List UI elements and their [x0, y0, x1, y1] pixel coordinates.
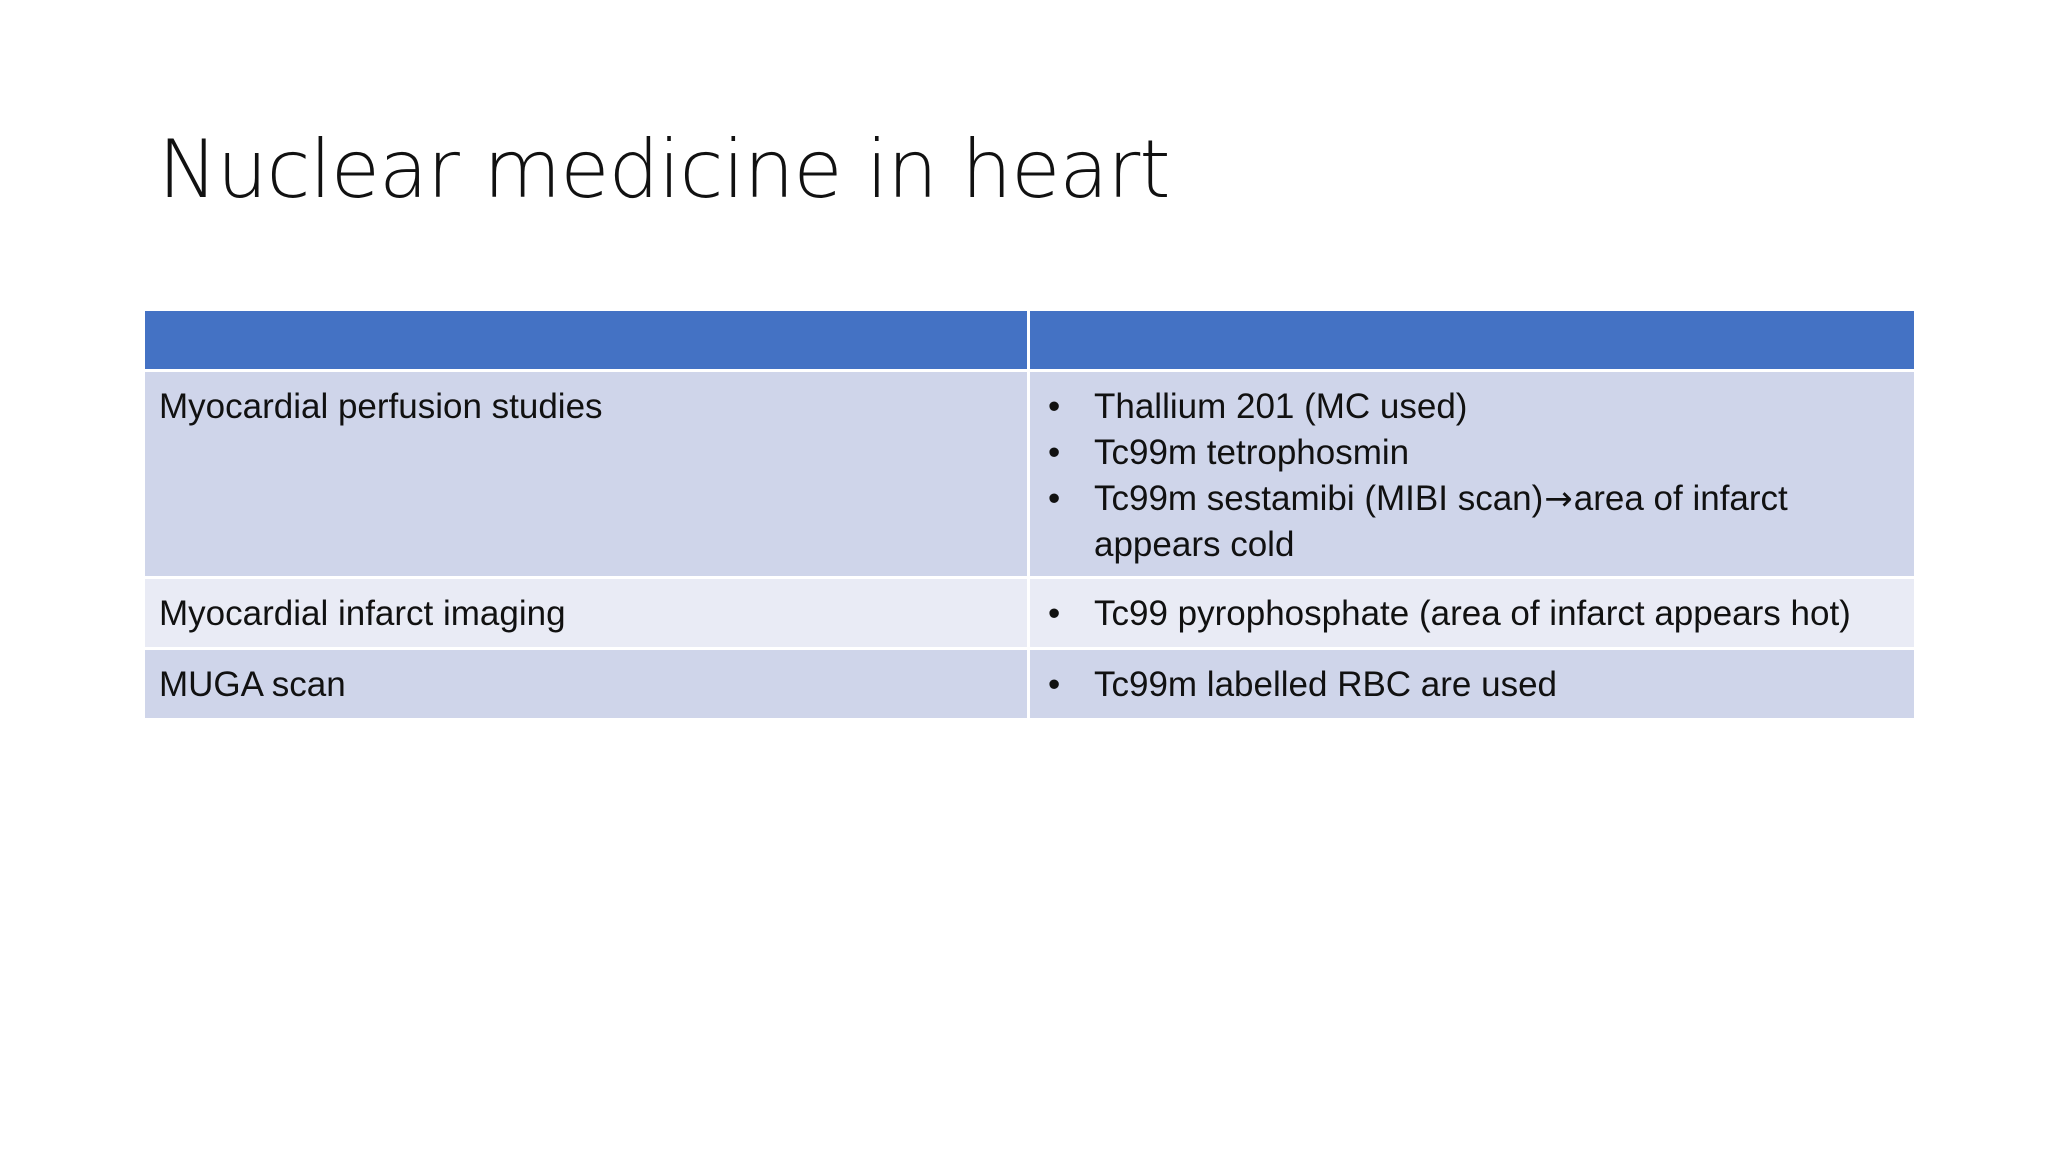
bullet-icon: • [1048, 479, 1061, 518]
table-header-cell [144, 310, 1029, 371]
bullet-text: Tc99 pyrophosphate (area of infarct appears hot) [1094, 594, 1851, 633]
bullet-text: Tc99m labelled RBC are used [1094, 665, 1558, 704]
table-container [142, 308, 1914, 721]
table-row [144, 578, 1916, 649]
bullet-list [1030, 579, 1914, 645]
table-header-row [144, 310, 1916, 371]
table-cell-agents [1029, 649, 1916, 720]
table-cell-study [144, 649, 1029, 720]
table-cell-agents [1029, 371, 1916, 578]
bullet-list [1030, 372, 1914, 576]
bullet-text: Thallium 201 (MC used) [1094, 387, 1468, 426]
bullet-text-continued: appears cold [1094, 525, 1295, 564]
table-cell-study [144, 371, 1029, 578]
bullet-item [1044, 384, 1900, 430]
bullet-item [1044, 430, 1900, 476]
table-header-cell [1029, 310, 1916, 371]
table-row [144, 649, 1916, 720]
right-arrow-icon: → [1544, 479, 1573, 519]
study-name: Myocardial infarct imaging [159, 594, 566, 633]
table-row [144, 371, 1916, 578]
bullet-icon: • [1048, 433, 1061, 472]
study-name: Myocardial perfusion studies [159, 387, 603, 426]
bullet-item [1044, 591, 1900, 637]
bullet-icon: • [1048, 387, 1061, 426]
table-cell-agents [1029, 578, 1916, 649]
table-cell-study [144, 578, 1029, 649]
study-name: MUGA scan [159, 665, 346, 704]
slide-title: Nuclear medicine in heart [158, 123, 1170, 216]
nuclear-medicine-table [142, 308, 1917, 721]
bullet-text: Tc99m sestamibi (MIBI scan) [1094, 479, 1544, 518]
bullet-list [1030, 650, 1914, 716]
bullet-text: Tc99m tetrophosmin [1094, 433, 1410, 472]
bullet-icon: • [1048, 665, 1061, 704]
bullet-text-after-arrow: area of infarct [1573, 479, 1788, 518]
bullet-icon: • [1048, 594, 1061, 633]
bullet-item [1044, 476, 1900, 568]
bullet-item [1044, 662, 1900, 708]
